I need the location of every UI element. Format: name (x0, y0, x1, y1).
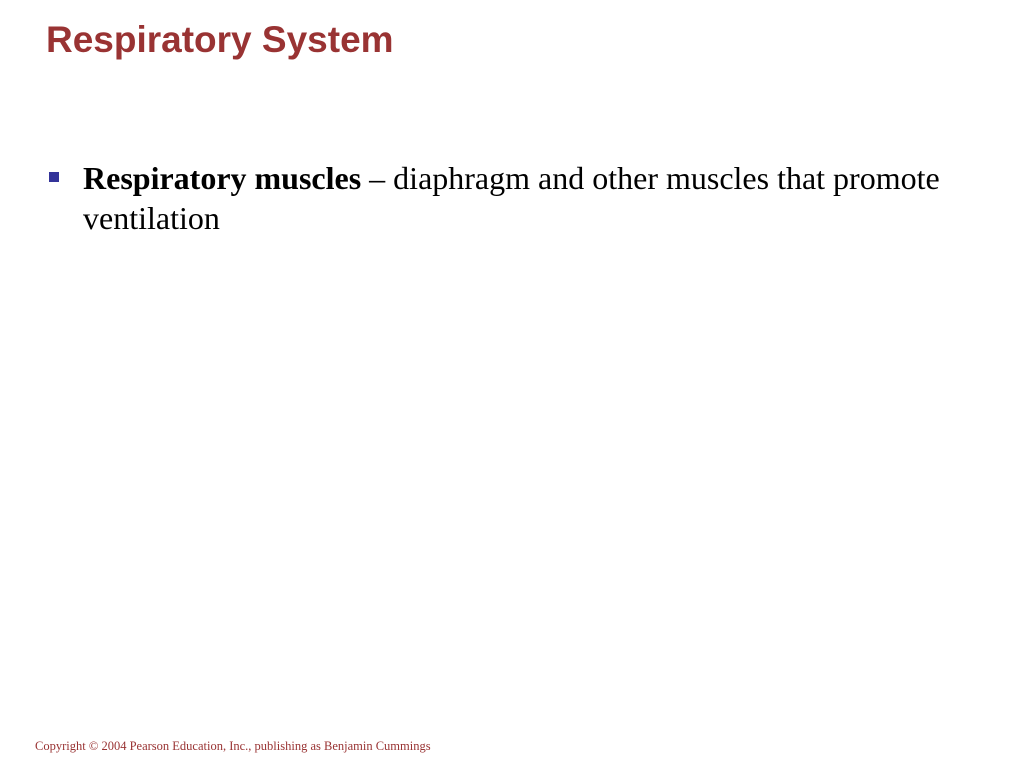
bullet-term: Respiratory muscles (83, 160, 362, 196)
bullet-definition: diaphragm and other muscles that promote ventilation (83, 160, 940, 236)
bullet-list (46, 158, 976, 238)
slide-title: Respiratory System (46, 19, 394, 60)
bullet-item (46, 158, 976, 238)
square-bullet-icon (49, 172, 59, 182)
bullet-separator: – (361, 160, 394, 196)
copyright-footer: Copyright © 2004 Pearson Education, Inc., publishing as Benjamin Cummings (35, 739, 431, 753)
